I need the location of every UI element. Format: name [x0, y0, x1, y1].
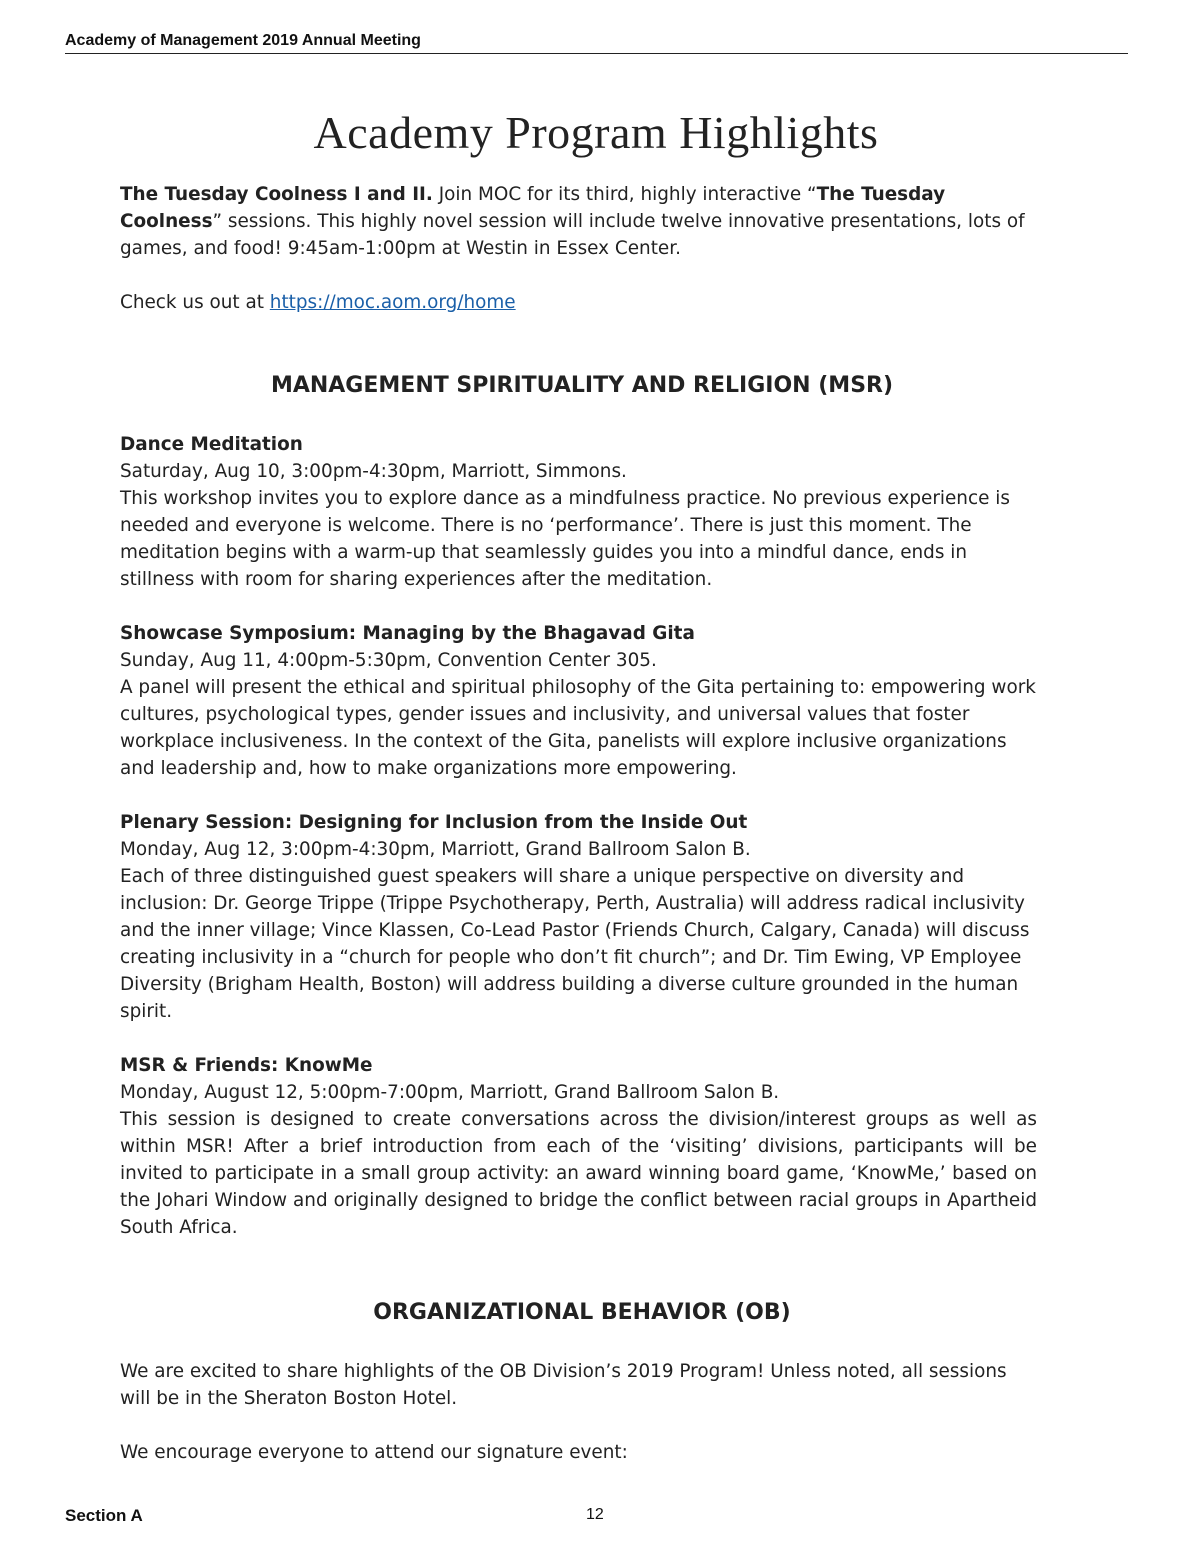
- footer-section-label: Section A: [65, 1506, 143, 1525]
- intro-text-a: Join MOC for its third, highly interactive “: [432, 184, 817, 205]
- event-description: This workshop invites you to explore dance as a mindfulness practice. No previous experience is needed and everyone is welcome. There is no ‘performance’. There is just this moment. The meditation begins with a warm-up that seamlessly guides you into a mindful dance, ends in stillness with room for sharing experiences after the meditation.: [120, 488, 1010, 590]
- event-when: Monday, August 12, 5:00pm-7:00pm, Marriott, Grand Ballroom Salon B.: [120, 1082, 780, 1103]
- page-number: 12: [586, 1506, 604, 1523]
- intro-bold-lead: The Tuesday Coolness I and II.: [120, 184, 433, 205]
- event-description: Each of three distinguished guest speakers will share a unique perspective on diversity and inclusion: Dr. George Trippe (Trippe Psychotherapy, Perth, Australia) will address radical inclusivity and the inner village; Vince Klassen, Co-Lead Pastor (Friends Church, Calgary, Canada) will discuss creating inclusivity in a “church for people who don’t fit church”; and Dr. Tim Ewing, VP Employee Diversity (Brigham Health, Boston) will address building a diverse culture grounded in the human spirit.: [120, 866, 1030, 1022]
- event-when: Monday, Aug 12, 3:00pm-4:30pm, Marriott, Grand Ballroom Salon B.: [120, 839, 751, 860]
- ob-signature-event: We encourage everyone to attend our signature event:: [120, 1442, 628, 1463]
- msr-event-1: [120, 431, 1044, 593]
- event-title: Showcase Symposium: Managing by the Bhagavad Gita: [120, 623, 695, 644]
- msr-event-4: [120, 1052, 1044, 1241]
- main-content: [120, 181, 1044, 1466]
- msr-event-3: [120, 809, 1044, 1025]
- event-description: A panel will present the ethical and spiritual philosophy of the Gita pertaining to: empowering work cultures, psychological types, gender issues and inclusivity, and universal values that foster workplace inclusiveness. In the context of the Gita, panelists will explore inclusive organizations and leadership and, how to make organizations more empowering.: [120, 677, 1036, 779]
- event-when: Sunday, Aug 11, 4:00pm-5:30pm, Convention Center 305.: [120, 650, 657, 671]
- ob-intro: We are excited to share highlights of the OB Division’s 2019 Program! Unless noted, all sessions will be in the Sheraton Boston Hotel.: [120, 1361, 1007, 1409]
- event-title: MSR & Friends: KnowMe: [120, 1055, 373, 1076]
- check-line: [120, 289, 1044, 316]
- check-prefix: Check us out at: [120, 292, 270, 313]
- intro-paragraph: [120, 181, 1025, 262]
- page-title: Academy Program Highlights: [313, 107, 879, 158]
- event-description: This session is designed to create conversations across the division/interest groups as well as within MSR! After a brief introduction from each of the ‘visiting’ divisions, participants will be invited to participate in a small group activity: an award winning board game, ‘KnowMe,’ based on the Johari Window and originally designed to bridge the conflict between racial groups in Apartheid South Africa.: [120, 1109, 1037, 1238]
- running-header: Academy of Management 2019 Annual Meeting: [65, 32, 1128, 54]
- intro-bold-inline: The Tuesday Coolness: [120, 184, 946, 232]
- intro-text-b: ” sessions. This highly novel session will include twelve innovative presentations, lots of games, and food! 9:45am-1:00pm at Westin in Essex Center.: [120, 211, 1025, 259]
- msr-heading: MANAGEMENT SPIRITUALITY AND RELIGION (MSR): [270, 373, 894, 398]
- event-title: Dance Meditation: [120, 434, 303, 455]
- event-when: Saturday, Aug 10, 3:00pm-4:30pm, Marriott, Simmons.: [120, 461, 627, 482]
- moc-link[interactable]: https://moc.aom.org/home: [269, 292, 516, 313]
- event-title: Plenary Session: Designing for Inclusion from the Inside Out: [120, 812, 748, 833]
- msr-event-2: [120, 620, 1044, 782]
- ob-heading: ORGANIZATIONAL BEHAVIOR (OB): [373, 1300, 791, 1325]
